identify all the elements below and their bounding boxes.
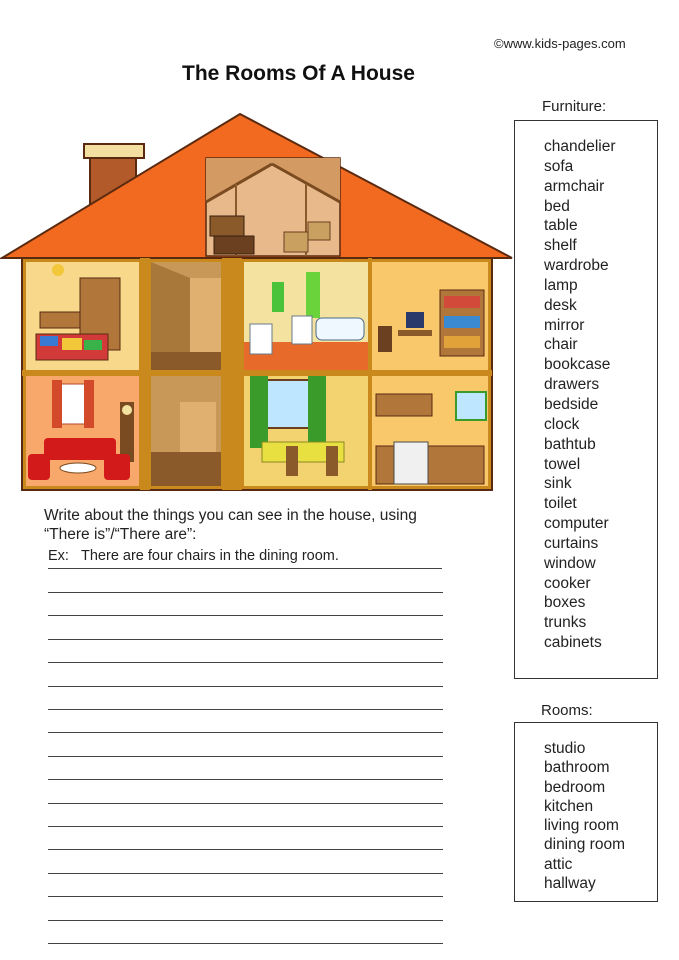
desk-icon [398, 330, 432, 336]
furniture-item: computer [544, 515, 609, 533]
chair-icon [378, 326, 392, 352]
living-room [26, 376, 139, 486]
armchair-icon [104, 454, 130, 480]
answer-line[interactable] [48, 873, 443, 874]
computer-icon [406, 312, 424, 328]
furniture-item: bed [544, 197, 570, 215]
exercise-instruction: Write about the things you can see in the house, using “There is”/“There are”: [44, 507, 417, 543]
answer-line[interactable] [48, 639, 443, 640]
furniture-item: bookcase [544, 356, 611, 374]
room-item: kitchen [544, 797, 594, 815]
answer-line[interactable] [48, 732, 443, 733]
furniture-list [515, 121, 657, 653]
room-item: bathroom [544, 759, 610, 777]
hallway-room-upper [151, 262, 221, 370]
rooms-box [514, 722, 658, 902]
cabinets-icon [376, 446, 484, 484]
sink-icon [292, 316, 312, 344]
furniture-label: Furniture: [542, 98, 607, 115]
chair-icon [286, 446, 298, 476]
rooms-list [515, 723, 657, 893]
furniture-item: bathtub [544, 435, 596, 453]
cooker-icon [394, 442, 428, 484]
answer-line[interactable] [48, 896, 443, 897]
trunk-icon [214, 236, 254, 254]
furniture-item: sink [544, 475, 572, 493]
example-text: There are four chairs in the dining room. [81, 548, 339, 564]
furniture-item: sofa [544, 157, 574, 175]
answer-line[interactable] [48, 849, 443, 850]
answer-line[interactable] [48, 662, 443, 663]
furniture-item: drawers [544, 376, 600, 394]
furniture-item: boxes [544, 594, 586, 612]
furniture-item: wardrobe [544, 257, 609, 275]
answer-line[interactable] [48, 756, 443, 757]
furniture-item: lamp [544, 276, 578, 294]
furniture-item: table [544, 217, 578, 235]
answer-line[interactable] [48, 943, 443, 944]
furniture-item: clock [544, 415, 580, 433]
furniture-item: chandelier [544, 138, 616, 155]
house-illustration [0, 112, 515, 492]
answer-line[interactable] [48, 920, 443, 921]
page-title: The Rooms Of A House [182, 62, 415, 85]
toilet-icon [250, 324, 272, 354]
room-item: dining room [544, 836, 625, 854]
furniture-item: bedside [544, 395, 599, 413]
window-icon [264, 380, 312, 428]
curtain-icon [306, 272, 320, 318]
answer-line[interactable] [48, 826, 443, 827]
rooms-label: Rooms: [541, 702, 593, 719]
copyright-notice: ©www.kids-pages.com [494, 36, 626, 51]
drawers-icon [40, 312, 80, 328]
bedroom-room [26, 262, 139, 370]
bathroom-room [244, 262, 368, 370]
furniture-item: curtains [544, 534, 599, 552]
answer-line[interactable] [48, 592, 443, 593]
table-icon [60, 463, 96, 473]
window-icon [456, 392, 486, 420]
answer-line[interactable] [48, 709, 443, 710]
room-item: hallway [544, 875, 596, 893]
armchair-icon [28, 454, 50, 480]
example-label: Ex: [48, 548, 69, 564]
studio-room [372, 262, 488, 370]
hallway-room-lower [151, 376, 221, 486]
furniture-item: desk [544, 296, 577, 314]
furniture-item: toilet [544, 495, 577, 513]
room-item: studio [544, 740, 586, 757]
kitchen-room [372, 376, 488, 486]
dining-room [244, 376, 368, 486]
room-item: living room [544, 817, 619, 835]
box-icon [284, 232, 308, 252]
furniture-item: shelf [544, 237, 577, 255]
cabinets-icon [376, 394, 432, 416]
furniture-item: mirror [544, 316, 585, 334]
furniture-item: towel [544, 455, 581, 473]
curtain-icon [250, 376, 268, 448]
answer-line[interactable] [48, 686, 443, 687]
trunk-icon [210, 216, 244, 236]
furniture-item: cooker [544, 574, 591, 592]
answer-line[interactable] [48, 779, 443, 780]
chandelier-icon [52, 264, 64, 276]
room-item: bedroom [544, 778, 606, 796]
curtain-icon [308, 376, 326, 448]
answer-line[interactable] [48, 615, 443, 616]
furniture-item: window [544, 554, 596, 572]
example-sentence [48, 548, 442, 569]
furniture-item: trunks [544, 614, 587, 632]
furniture-box [514, 120, 658, 679]
furniture-item: chair [544, 336, 578, 354]
bathtub-icon [316, 318, 364, 340]
answer-line[interactable] [48, 803, 443, 804]
box-icon [308, 222, 330, 240]
furniture-item: armchair [544, 177, 605, 195]
towel-icon [272, 282, 284, 312]
chair-icon [326, 446, 338, 476]
attic-room [206, 158, 340, 256]
room-item: attic [544, 855, 573, 873]
furniture-item: cabinets [544, 634, 602, 652]
